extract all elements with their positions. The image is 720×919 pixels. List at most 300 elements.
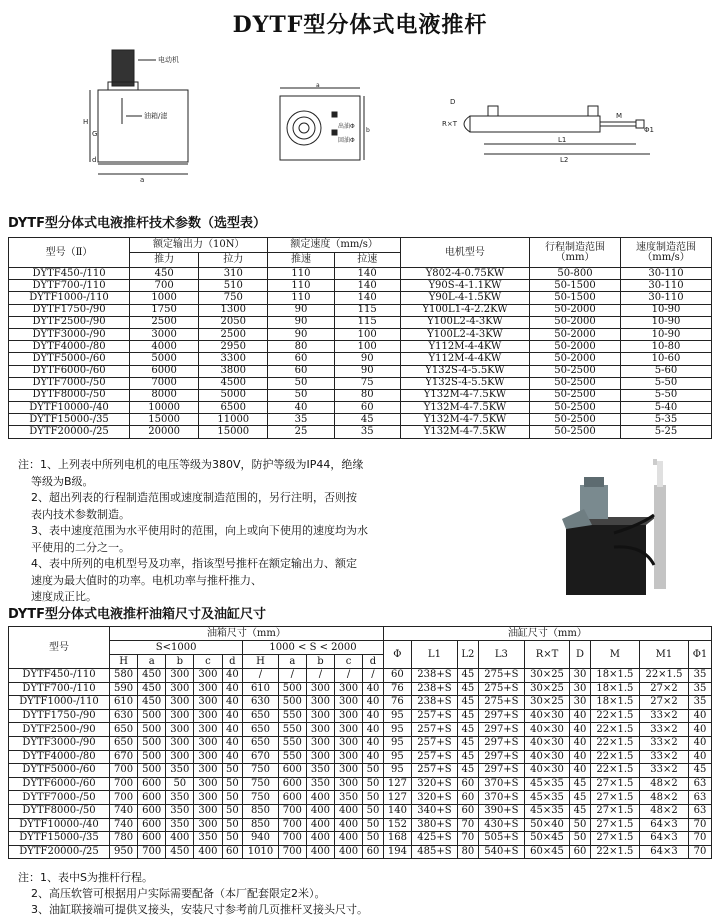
table-cell: 510	[199, 280, 268, 292]
table-cell: 350	[166, 804, 194, 818]
table-cell: 45	[570, 777, 591, 791]
col-L2: L2	[457, 641, 478, 669]
table-cell: 80	[268, 341, 334, 353]
table-cell: 485+S	[411, 845, 457, 859]
cylinder-side-view-diagram	[440, 92, 670, 172]
table-cell: DYTF1750-/90	[9, 304, 130, 316]
table-cell: 320+S	[411, 791, 457, 805]
table-cell: 297+S	[478, 736, 524, 750]
table-cell: 40	[222, 682, 243, 696]
table-cell: DYTF5000-/60	[9, 764, 110, 778]
section-title-specs: DYTF型分体式电液推杆技术参数（选型表）	[8, 216, 267, 231]
table-cell: 30×25	[524, 682, 569, 696]
table-cell: 297+S	[478, 750, 524, 764]
table-cell: 780	[110, 832, 138, 846]
table-cell: 600	[138, 804, 166, 818]
table-cell: 600	[278, 764, 306, 778]
table-cell: 18×1.5	[590, 696, 639, 710]
table-cell: 20000	[130, 426, 199, 438]
table-cell: 450	[138, 696, 166, 710]
table-row	[9, 365, 712, 377]
table-cell: DYTF1000-/110	[9, 696, 110, 710]
table-cell: 48×2	[639, 804, 688, 818]
table-cell: 45×35	[524, 804, 569, 818]
table-cell: 740	[110, 804, 138, 818]
col-push-speed: 推速	[268, 253, 334, 268]
table-cell: 300	[335, 696, 363, 710]
notes-dimensions	[18, 870, 368, 918]
table-cell: DYTF4000-/80	[9, 341, 130, 353]
table-cell: 400	[306, 818, 334, 832]
table-cell: 257+S	[411, 709, 457, 723]
table-cell: 4500	[199, 377, 268, 389]
table-cell: 40	[689, 709, 712, 723]
table-cell: DYTF15000-/35	[9, 832, 110, 846]
table-row	[9, 682, 712, 696]
table-cell: 50-2000	[530, 341, 621, 353]
col-speed: 额定速度（mm/s）	[268, 238, 401, 253]
table-cell: 350	[306, 777, 334, 791]
table-cell: 50×40	[524, 818, 569, 832]
table-cell: DYTF700-/110	[9, 682, 110, 696]
table-cell: 700	[130, 280, 199, 292]
table-cell: 40	[363, 682, 384, 696]
table-cell: 60	[334, 402, 400, 414]
table-cell: 300	[306, 750, 334, 764]
table-cell: 275+S	[478, 696, 524, 710]
table-cell: 610	[110, 696, 138, 710]
table-cell: 300	[166, 669, 194, 683]
table-cell: 95	[383, 736, 411, 750]
table-cell: 300	[335, 750, 363, 764]
table-cell: DYTF8000-/50	[9, 389, 130, 401]
table-cell: 76	[383, 696, 411, 710]
table-row	[9, 414, 712, 426]
table-cell: DYTF15000-/35	[9, 414, 130, 426]
section-title-dimensions: DYTF型分体式电液推杆油箱尺寸及油缸尺寸	[8, 607, 267, 622]
table-cell: 30-110	[621, 292, 712, 304]
table-row	[9, 723, 712, 737]
table-cell: 700	[278, 818, 306, 832]
table-cell: 48×2	[639, 791, 688, 805]
table-cell: 33×2	[639, 709, 688, 723]
table-cell: 700	[110, 764, 138, 778]
table-cell: 22×1.5	[590, 845, 639, 859]
table-cell: DYTF700-/110	[9, 280, 130, 292]
table-cell: 630	[110, 709, 138, 723]
table-cell: /	[278, 669, 306, 683]
table-cell: 90	[268, 316, 334, 328]
col-RxT: R×T	[524, 641, 569, 669]
table-cell: /	[306, 669, 334, 683]
table-cell: 27×1.5	[590, 832, 639, 846]
table-cell: 300	[194, 804, 222, 818]
table-cell: 297+S	[478, 709, 524, 723]
table-cell: 300	[166, 736, 194, 750]
table-cell: 30	[570, 696, 591, 710]
table-cell: 50-2500	[530, 377, 621, 389]
table-cell: 140	[383, 804, 411, 818]
col-model: 型号（Ⅱ）	[9, 238, 130, 268]
table-cell: 40	[268, 402, 334, 414]
table-cell: 15000	[199, 426, 268, 438]
table-cell: 340+S	[411, 804, 457, 818]
table-cell: 6500	[199, 402, 268, 414]
table-cell: Y112M-4-4KW	[400, 341, 529, 353]
label-L2: L2	[560, 156, 569, 164]
table-cell: 27×1.5	[590, 791, 639, 805]
table-cell: 300	[194, 723, 222, 737]
table-cell: 370+S	[478, 791, 524, 805]
table-row	[9, 750, 712, 764]
table-cell: 30×25	[524, 696, 569, 710]
note-line: 2、超出列表的行程制造范围或速度制造范围的，另行注明，否则按	[31, 491, 357, 504]
note-line: 等级为B级。	[31, 474, 94, 488]
table-cell: 27×2	[639, 682, 688, 696]
table-cell: 700	[278, 832, 306, 846]
table-cell: 115	[334, 304, 400, 316]
table-cell: DYTF20000-/25	[9, 426, 130, 438]
table-cell: 22×1.5	[590, 723, 639, 737]
table-cell: 40	[222, 723, 243, 737]
table-cell: 10-90	[621, 304, 712, 316]
table-cell: 45×35	[524, 777, 569, 791]
table-cell: 5000	[130, 353, 199, 365]
table-row	[9, 791, 712, 805]
table-cell: /	[243, 669, 279, 683]
col-b: b	[166, 655, 194, 669]
table-cell: 48×2	[639, 777, 688, 791]
table-cell: 90	[268, 304, 334, 316]
table-cell: 45	[689, 764, 712, 778]
table-cell: 50	[222, 764, 243, 778]
col-speed-range: 速度制造范围（mm/s）	[621, 238, 712, 268]
table-cell: DYTF6000-/60	[9, 365, 130, 377]
table-cell: 40	[222, 750, 243, 764]
table-cell: 750	[243, 764, 279, 778]
table-cell: 1300	[199, 304, 268, 316]
table-cell: 670	[243, 750, 279, 764]
table-cell: 27×1.5	[590, 804, 639, 818]
table-cell: 50×45	[524, 832, 569, 846]
table-cell: 300	[194, 818, 222, 832]
col-H2: H	[243, 655, 279, 669]
table-cell: DYTF6000-/60	[9, 777, 110, 791]
note-line: 注：1、上列表中所列电机的电压等级为380V，防护等级为IP44，绝缘	[18, 458, 364, 471]
table-cell: 60	[457, 791, 478, 805]
table-cell: 45	[570, 791, 591, 805]
table-cell: 600	[138, 832, 166, 846]
table-row	[9, 280, 712, 292]
table-cell: 50	[222, 791, 243, 805]
table-cell: 590	[110, 682, 138, 696]
table-cell: /	[335, 669, 363, 683]
table-cell: 45	[457, 669, 478, 683]
table-cell: 35	[689, 696, 712, 710]
table-cell: 350	[166, 818, 194, 832]
table-row	[9, 709, 712, 723]
table-cell: 300	[166, 709, 194, 723]
table-cell: 2050	[199, 316, 268, 328]
table-cell: 40	[222, 669, 243, 683]
table-cell: Y802-4-0.75KW	[400, 268, 529, 280]
table-cell: 300	[335, 736, 363, 750]
table-cell: 22×1.5	[590, 736, 639, 750]
table-row	[9, 341, 712, 353]
table-cell: 400	[335, 832, 363, 846]
table-cell: 500	[138, 709, 166, 723]
label-tank: 油箱/滤	[144, 112, 168, 120]
table-cell: 350	[166, 764, 194, 778]
table-row	[9, 832, 712, 846]
table-cell: 650	[110, 723, 138, 737]
table-cell: 300	[306, 709, 334, 723]
table-cell: 10-60	[621, 353, 712, 365]
table-cell: 370+S	[478, 777, 524, 791]
table-cell: 300	[166, 723, 194, 737]
table-cell: 400	[306, 804, 334, 818]
col-a: a	[138, 655, 166, 669]
table-cell: 40	[363, 723, 384, 737]
table-cell: 60	[222, 845, 243, 859]
table-cell: 257+S	[411, 736, 457, 750]
note-line: 2、高压软管可根据用户实际需要配备（本厂配套限定2米）。	[31, 887, 326, 900]
table-cell: 3800	[199, 365, 268, 377]
table-cell: 64×3	[639, 832, 688, 846]
table-cell: 50	[166, 777, 194, 791]
note-line: 速度为最大值时的功率。电机功率与推杆推力、	[31, 573, 262, 587]
table-row	[9, 804, 712, 818]
table-cell: 64×3	[639, 845, 688, 859]
table-cell: 50	[363, 791, 384, 805]
table-cell: 140	[334, 268, 400, 280]
table-cell: 30	[570, 669, 591, 683]
table-cell: 257+S	[411, 764, 457, 778]
table-cell: 50-2000	[530, 328, 621, 340]
table-cell: 7000	[130, 377, 199, 389]
table-cell: 75	[334, 377, 400, 389]
table-cell: 10-80	[621, 341, 712, 353]
table-row	[9, 353, 712, 365]
table-cell: 850	[243, 818, 279, 832]
table-cell: 70	[689, 832, 712, 846]
table-cell: 300	[194, 696, 222, 710]
table-cell: 700	[138, 845, 166, 859]
table-cell: 33×2	[639, 750, 688, 764]
table-cell: Y100L1-4-2.2KW	[400, 304, 529, 316]
col-M: M	[590, 641, 639, 669]
table-cell: 5-35	[621, 414, 712, 426]
table-cell: 140	[334, 280, 400, 292]
table-cell: 238+S	[411, 682, 457, 696]
table-cell: 50	[222, 777, 243, 791]
note-line: 表内技术参数制造。	[31, 507, 130, 521]
table-cell: 40	[222, 709, 243, 723]
table-row	[9, 268, 712, 280]
table-row	[9, 777, 712, 791]
table-cell: 1000	[130, 292, 199, 304]
table-cell: 400	[335, 845, 363, 859]
table-cell: 15000	[130, 414, 199, 426]
note-line: 速度成正比。	[31, 590, 97, 603]
table-cell: 50	[363, 832, 384, 846]
table-cell: 50	[570, 832, 591, 846]
label-b2: b	[366, 127, 370, 134]
table-cell: Y132S-4-5.5KW	[400, 377, 529, 389]
col-pull-speed: 拉速	[334, 253, 400, 268]
table-cell: 22×1.5	[590, 764, 639, 778]
table-cell: 50-2500	[530, 414, 621, 426]
table-cell: 550	[278, 723, 306, 737]
table-cell: 63	[689, 777, 712, 791]
note-line: 3、表中速度范围为水平使用时的范围，向上或向下使用的速度均为水	[31, 524, 368, 537]
note-line: 注：1、表中S为推杆行程。	[18, 871, 153, 884]
table-cell: 100	[334, 341, 400, 353]
note-line: 3、油缸联接端可提供叉接头，安装尺寸参考前几页推杆叉接头尺寸。	[31, 903, 368, 916]
table-cell: 95	[383, 709, 411, 723]
table-cell: 5-40	[621, 402, 712, 414]
table-cell: 90	[334, 365, 400, 377]
table-cell: 300	[335, 777, 363, 791]
table-cell: 300	[166, 696, 194, 710]
table-cell: 63	[689, 791, 712, 805]
table-cell: 940	[243, 832, 279, 846]
table-cell: 95	[383, 723, 411, 737]
col-d: d	[222, 655, 243, 669]
col-d2: d	[363, 655, 384, 669]
table-cell: 18×1.5	[590, 682, 639, 696]
table-cell: 700	[278, 804, 306, 818]
table-cell: 45	[334, 414, 400, 426]
table-cell: 500	[278, 696, 306, 710]
table-cell: 70	[457, 818, 478, 832]
table-cell: 45×35	[524, 791, 569, 805]
table-cell: 50	[268, 389, 334, 401]
table-cell: 22×1.5	[590, 750, 639, 764]
table-cell: 2500	[130, 316, 199, 328]
table-row	[9, 845, 712, 859]
table-cell: DYTF3000-/90	[9, 736, 110, 750]
table-cell: 350	[306, 764, 334, 778]
table-cell: DYTF7000-/50	[9, 791, 110, 805]
table-cell: 320+S	[411, 777, 457, 791]
col-model2: 型号	[9, 627, 110, 669]
table-row	[9, 328, 712, 340]
table-cell: DYTF5000-/60	[9, 353, 130, 365]
table-cell: DYTF3000-/90	[9, 328, 130, 340]
table-cell: 500	[138, 723, 166, 737]
table-cell: 60	[268, 365, 334, 377]
table-cell: 140	[334, 292, 400, 304]
table-cell: 10-90	[621, 328, 712, 340]
label-RxT: R×T	[442, 120, 458, 128]
table-cell: 40×30	[524, 764, 569, 778]
table-cell: 40	[689, 736, 712, 750]
table-cell: 670	[110, 750, 138, 764]
table-cell: 40×30	[524, 723, 569, 737]
table-row	[9, 764, 712, 778]
table-cell: 35	[689, 669, 712, 683]
table-cell: 275+S	[478, 669, 524, 683]
table-cell: 6000	[130, 365, 199, 377]
table-cell: 750	[243, 777, 279, 791]
table-cell: 505+S	[478, 832, 524, 846]
table-cell: 40	[689, 723, 712, 737]
table-cell: 63	[689, 804, 712, 818]
table-cell: 300	[194, 669, 222, 683]
table-cell: 35	[334, 426, 400, 438]
table-cell: Y132M-4-7.5KW	[400, 389, 529, 401]
table-cell: 5000	[199, 389, 268, 401]
table-cell: 45	[457, 709, 478, 723]
table-cell: 50-2500	[530, 426, 621, 438]
table-cell: 50	[363, 777, 384, 791]
table-cell: 650	[110, 736, 138, 750]
table-row	[9, 402, 712, 414]
page-title: DYTF型分体式电液推杆	[232, 12, 488, 38]
label-M: M	[616, 112, 623, 120]
table-cell: 50	[363, 764, 384, 778]
table-cell: 45	[457, 736, 478, 750]
table-cell: 76	[383, 682, 411, 696]
label-a: a	[140, 176, 145, 184]
product-photo	[544, 455, 694, 605]
col-phi1: Φ1	[689, 641, 712, 669]
table-cell: 50-2500	[530, 365, 621, 377]
table-cell: 1010	[243, 845, 279, 859]
col-b2: b	[306, 655, 334, 669]
label-motor: 电动机	[158, 56, 179, 64]
table-cell: Y100L2-4-3KW	[400, 328, 529, 340]
table-cell: 40	[570, 764, 591, 778]
table-cell: 500	[138, 750, 166, 764]
table-cell: 275+S	[478, 682, 524, 696]
table-cell: 110	[268, 268, 334, 280]
table-cell: 45	[457, 750, 478, 764]
table-cell: 30	[570, 682, 591, 696]
table-row	[9, 696, 712, 710]
table-cell: 450	[166, 845, 194, 859]
table-cell: DYTF1750-/90	[9, 709, 110, 723]
table-cell: DYTF7000-/50	[9, 377, 130, 389]
table-cell: 300	[166, 750, 194, 764]
table-cell: 238+S	[411, 669, 457, 683]
table-cell: 60	[363, 845, 384, 859]
col-pull-force: 拉力	[199, 253, 268, 268]
table-cell: 300	[306, 682, 334, 696]
table-cell: 70	[689, 845, 712, 859]
table-cell: 350	[166, 791, 194, 805]
table-cell: 3300	[199, 353, 268, 365]
table-cell: 40	[570, 736, 591, 750]
table-cell: 600	[138, 818, 166, 832]
col-c: c	[194, 655, 222, 669]
table-cell: 600	[278, 777, 306, 791]
table-cell: 60	[268, 353, 334, 365]
table-cell: 300	[306, 736, 334, 750]
table-cell: 45	[457, 764, 478, 778]
label-d: d	[92, 156, 97, 164]
table-cell: 50	[363, 818, 384, 832]
col-M1: M1	[639, 641, 688, 669]
table-cell: 300	[194, 736, 222, 750]
table-cell: 50	[570, 818, 591, 832]
table-cell: 740	[110, 818, 138, 832]
table-cell: 35	[268, 414, 334, 426]
table-cell: 400	[335, 804, 363, 818]
table-cell: Y132M-4-7.5KW	[400, 426, 529, 438]
table-cell: 300	[166, 682, 194, 696]
